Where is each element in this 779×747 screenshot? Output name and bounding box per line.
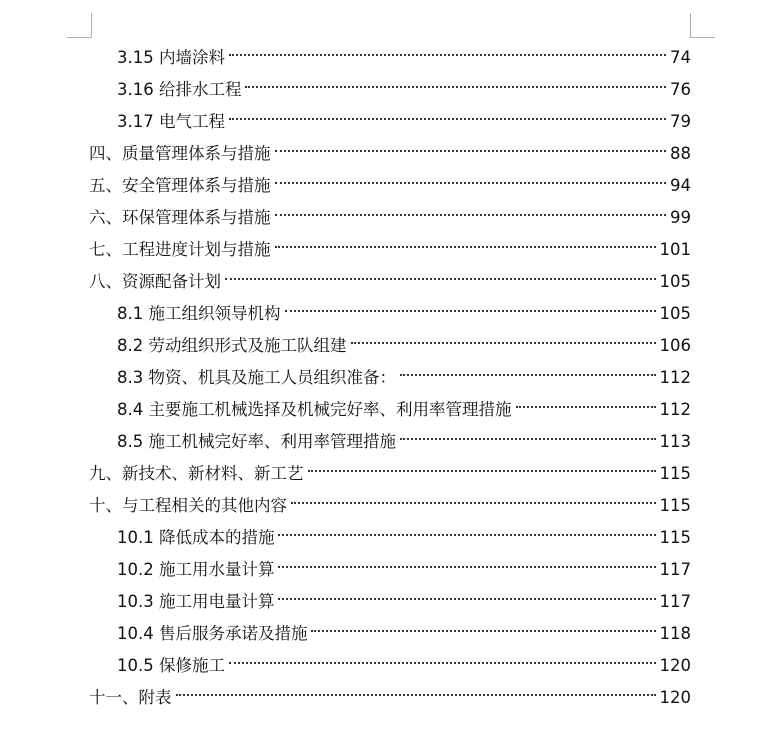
toc-dot-leader: [275, 214, 667, 216]
toc-entry-title: 8.5 施工机械完好率、利用率管理措施: [117, 432, 396, 451]
toc-page-number: 74: [670, 48, 691, 67]
toc-entry[interactable]: [89, 266, 691, 298]
toc-entry-title: 七、工程进度计划与措施: [89, 240, 271, 259]
toc-entry[interactable]: [89, 42, 691, 74]
toc-dot-leader: [308, 470, 656, 472]
toc-entry-title: 10.1 降低成本的措施: [117, 528, 275, 547]
toc-page-number: 105: [659, 304, 691, 323]
toc-page-number: 115: [659, 528, 691, 547]
toc-dot-leader: [229, 118, 666, 120]
toc-dot-leader: [245, 86, 666, 88]
toc-entry-title: 五、安全管理体系与措施: [89, 176, 271, 195]
toc-entry[interactable]: [89, 330, 691, 362]
toc-entry[interactable]: [89, 170, 691, 202]
toc-page-number: 106: [659, 336, 691, 355]
toc-dot-leader: [351, 342, 656, 344]
table-of-contents: [89, 42, 691, 714]
toc-entry[interactable]: [89, 426, 691, 458]
toc-dot-leader: [229, 54, 666, 56]
toc-entry-title: 3.17 电气工程: [117, 112, 225, 131]
toc-entry[interactable]: [89, 618, 691, 650]
toc-entry[interactable]: [89, 490, 691, 522]
toc-page-number: 101: [659, 240, 691, 259]
toc-entry-title: 3.16 给排水工程: [117, 80, 242, 99]
toc-entry[interactable]: [89, 362, 691, 394]
toc-entry[interactable]: [89, 202, 691, 234]
toc-page-number: 99: [670, 208, 691, 227]
toc-page-number: 112: [659, 368, 691, 387]
toc-entry-title: 九、新技术、新材料、新工艺: [89, 464, 304, 483]
toc-page-number: 94: [670, 176, 691, 195]
toc-entry-title: 8.4 主要施工机械选择及机械完好率、利用率管理措施: [117, 400, 512, 419]
toc-dot-leader: [176, 694, 656, 696]
toc-dot-leader: [311, 630, 655, 632]
toc-entry-title: 8.1 施工组织领导机构: [117, 304, 281, 323]
toc-dot-leader: [275, 182, 667, 184]
toc-dot-leader: [278, 534, 655, 536]
toc-entry[interactable]: [89, 586, 691, 618]
toc-page-number: 117: [659, 592, 691, 611]
toc-dot-leader: [400, 374, 656, 376]
toc-dot-leader: [278, 566, 655, 568]
toc-page-number: 79: [670, 112, 691, 131]
toc-entry-title: 10.2 施工用水量计算: [117, 560, 275, 579]
toc-entry[interactable]: [89, 234, 691, 266]
toc-entry[interactable]: [89, 106, 691, 138]
toc-page-number: 76: [670, 80, 691, 99]
toc-page-number: 113: [659, 432, 691, 451]
toc-entry-title: 十、与工程相关的其他内容: [89, 496, 287, 515]
toc-entry-title: 8.2 劳动组织形式及施工队组建: [117, 336, 347, 355]
toc-entry-title: 8.3 物资、机具及施工人员组织准备：: [117, 368, 396, 387]
toc-page-number: 120: [659, 688, 691, 707]
toc-dot-leader: [291, 502, 656, 504]
toc-dot-leader: [278, 598, 655, 600]
toc-entry[interactable]: [89, 298, 691, 330]
toc-entry-title: 六、环保管理体系与措施: [89, 208, 271, 227]
toc-dot-leader: [225, 278, 656, 280]
toc-page-number: 117: [659, 560, 691, 579]
page-corner-mark-top-left: [67, 13, 92, 38]
toc-page-number: 115: [659, 496, 691, 515]
toc-entry[interactable]: [89, 458, 691, 490]
toc-entry-title: 10.3 施工用电量计算: [117, 592, 275, 611]
toc-dot-leader: [275, 150, 667, 152]
toc-entry[interactable]: [89, 138, 691, 170]
toc-page-number: 115: [659, 464, 691, 483]
toc-dot-leader: [516, 406, 656, 408]
toc-entry-title: 10.5 保修施工: [117, 656, 225, 675]
toc-entry-title: 十一、附表: [89, 688, 172, 707]
toc-page-number: 88: [670, 144, 691, 163]
toc-entry-title: 四、质量管理体系与措施: [89, 144, 271, 163]
toc-dot-leader: [229, 662, 656, 664]
toc-entry-title: 10.4 售后服务承诺及措施: [117, 624, 308, 643]
toc-dot-leader: [285, 310, 656, 312]
toc-entry[interactable]: [89, 74, 691, 106]
toc-entry[interactable]: [89, 650, 691, 682]
toc-entry-title: 3.15 内墙涂料: [117, 48, 225, 67]
toc-entry[interactable]: [89, 394, 691, 426]
toc-page-number: 105: [659, 272, 691, 291]
toc-page-number: 112: [659, 400, 691, 419]
toc-page-number: 120: [659, 656, 691, 675]
toc-entry[interactable]: [89, 554, 691, 586]
toc-page-number: 118: [659, 624, 691, 643]
toc-entry[interactable]: [89, 682, 691, 714]
toc-dot-leader: [275, 246, 656, 248]
toc-dot-leader: [400, 438, 656, 440]
toc-entry[interactable]: [89, 522, 691, 554]
toc-entry-title: 八、资源配备计划: [89, 272, 221, 291]
page-corner-mark-top-right: [690, 13, 715, 38]
